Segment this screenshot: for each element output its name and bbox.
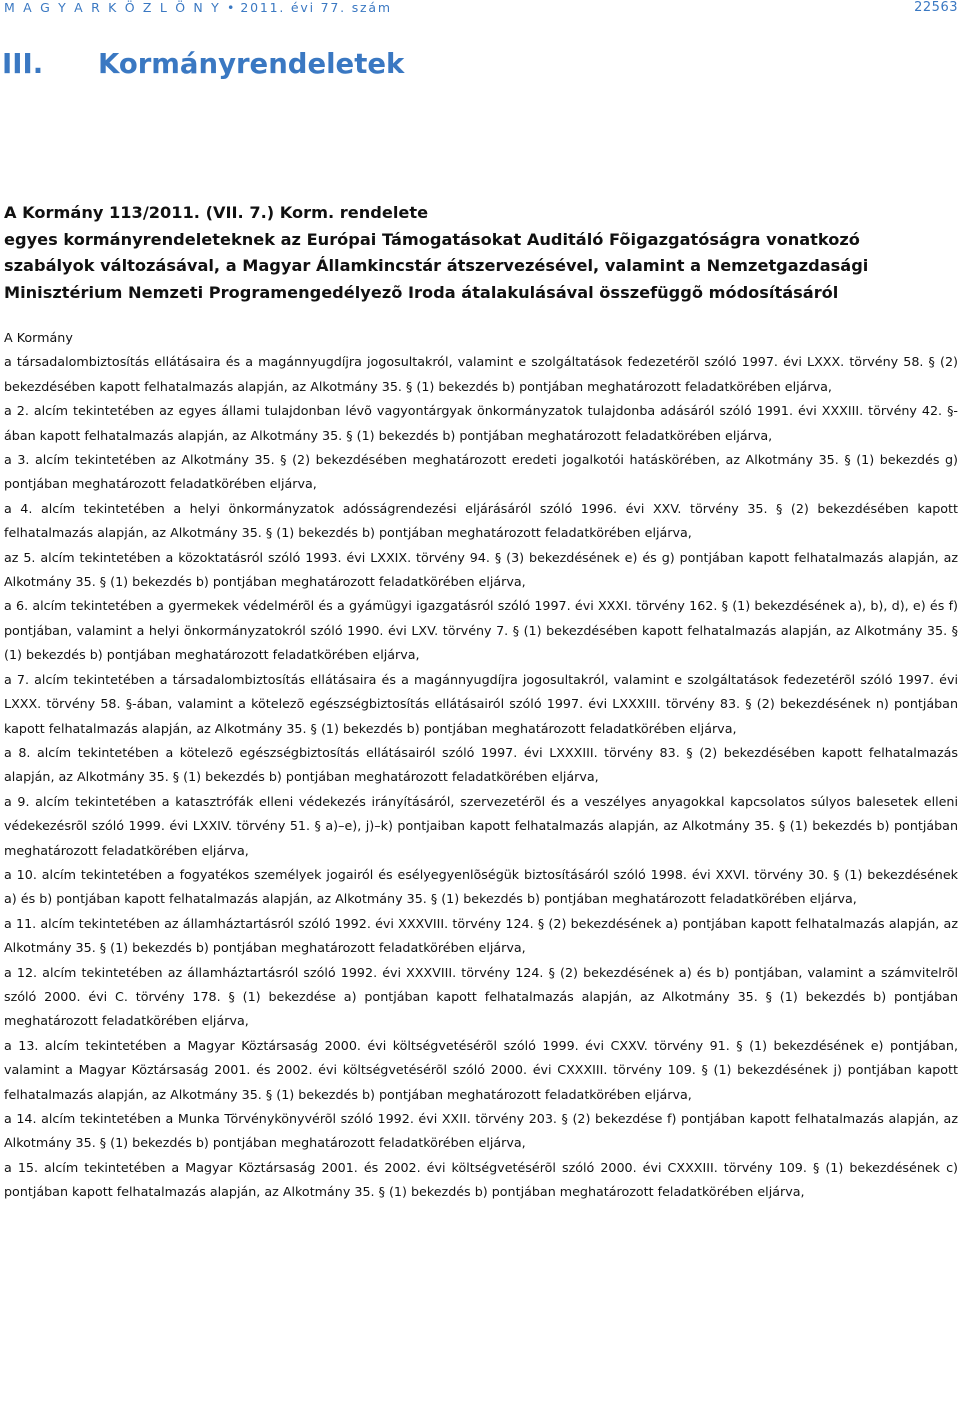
preamble-paragraph: a 12. alcím tekintetében az államháztartásról szóló 1992. évi XXXVIII. törvény 124. § (2) bekezdésének a) és b) pontjában, valamint a számvitelrõl szóló 2000. évi C. törvény 178. § (1) bekezdése a) pontjában kapott felhatalmazás alapján, az Alkotmány 35. § (1) bekezdés b) pontjában meghatározott feladatkörében eljárva, (4, 964, 958, 1029)
decree-title-line: A Kormány 113/2011. (VII. 7.) Korm. rendelete (4, 203, 429, 222)
section-number: III. (2, 48, 44, 80)
preamble-paragraph: a társadalombiztosítás ellátásaira és a magánnyugdíjra jogosultakról, valamint e szolgáltatások fedezetérõl szóló 1997. évi LXXX. törvény 58. § (2) bekezdésében kapott felhatalmazás alapján, az Alkotmány 35. § (1) bekezdés b) pontjában meghatározott feladatkörében eljárva, (4, 354, 958, 394)
header-bullet: • (226, 0, 235, 15)
preamble-paragraph: a 4. alcím tekintetében a helyi önkormányzatok adósságrendezési eljárásáról szóló 1996. évi XXV. törvény 35. § (2) bekezdésében kapott felhatalmazás alapján, az Alkotmány 35. § (1) bekezdés b) pontjában meghatározott feladatkörében eljárva, (4, 500, 958, 541)
preamble-paragraph: a 8. alcím tekintetében a kötelezõ egészségbiztosítás ellátásairól szóló 1997. évi LXXXIII. törvény 83. § (2) bekezdésében kapott felhatalmazás alapján, az Alkotmány 35. § (1) bekezdés b) pontjában meghatározott feladatkörében eljárva, (4, 744, 958, 785)
journal-issue-line (4, 0, 392, 16)
preamble-paragraph: a 10. alcím tekintetében a fogyatékos személyek jogairól és esélyegyenlõségük biztosításáról szóló 1998. évi XXVI. törvény 30. § (1) bekezdésének a) és b) pontjában kapott felhatalmazás alapján, az Alkotmány 35. § (1) bekezdés b) pontjában meghatározott feladatkörében eljárva, (4, 866, 958, 907)
preamble-paragraph: a 11. alcím tekintetében az államháztartásról szóló 1992. évi XXXVIII. törvény 124. § (2) bekezdésének a) pontjában kapott felhatalmazás alapján, az Alkotmány 35. § (1) bekezdés b) pontjában meghatározott feladatkörében eljárva, (4, 915, 958, 956)
page-number: 22563 (914, 0, 958, 15)
preamble-paragraph: a 13. alcím tekintetében a Magyar Köztársaság 2000. évi költségvetésérõl szóló 1999. évi CXXV. törvény 91. § (1) bekezdésének e) pontjában, valamint a Magyar Köztársaság 2001. és 2002. évi költségvetésérõl szóló 2000. évi CXXXIII. törvény 109. § (1) bekezdésének j) pontjában kapott felhatalmazás alapján, az Alkotmány 35. § (1) bekezdés b) pontjában meghatározott feladatkörében eljárva, (4, 1037, 958, 1102)
preamble-paragraph: a 2. alcím tekintetében az egyes állami tulajdonban lévõ vagyontárgyak önkormányzatok tulajdonba adásáról szóló 1991. évi XXXIII. törvény 42. §-ában kapott felhatalmazás alapján, az Alkotmány 35. § (1) bekezdés b) pontjában meghatározott feladatkörében eljárva, (4, 403, 958, 443)
preamble-paragraph: a 6. alcím tekintetében a gyermekek védelmérõl és a gyámügyi igazgatásról szóló 1997. évi XXXI. törvény 162. § (1) bekezdésének a), b), d), e) és f) pontjában, valamint a helyi önkormányzatokról szóló 1990. évi LXV. törvény 7. § (1) bekezdésében kapott felhatalmazás alapján, az Alkotmány 35. § (1) bekezdés b) pontjában meghatározott feladatkörében eljárva, (4, 598, 958, 663)
decree-preamble (4, 326, 958, 1205)
preamble-paragraph: a 14. alcím tekintetében a Munka Törvénykönyvérõl szóló 1992. évi XXII. törvény 203. § (2) bekezdése f) pontjában kapott felhatalmazás alapján, az Alkotmány 35. § (1) bekezdés b) pontjában meghatározott feladatkörében eljárva, (4, 1111, 958, 1151)
running-header (4, 0, 958, 22)
section-heading (2, 46, 404, 82)
journal-title: M A G Y A R K Ö Z L Ö N Y (4, 0, 221, 15)
decree-title (4, 200, 959, 306)
section-title: Kormányrendeletek (98, 48, 405, 80)
issue-label: 2011. évi 77. szám (240, 0, 392, 15)
decree-title-line: egyes kormányrendeleteknek az Európai Támogatásokat Auditáló Fõigazgatóságra vonatkozó (4, 229, 860, 249)
decree-title-line: szabályok változásával, a Magyar Államkincstár átszervezésével, valamint a Nemzetgazdasági (4, 256, 869, 275)
preamble-paragraph: a 9. alcím tekintetében a katasztrófák elleni védekezés irányításáról, szervezetérõl és a veszélyes anyagokkal kapcsolatos súlyos balesetek elleni védekezésrõl szóló 1999. évi LXXIV. törvény 51. § a)–e), j)–k) pontjaiban kapott felhatalmazás alapján, az Alkotmány 35. § (1) bekezdés b) pontjában meghatározott feladatkörében eljárva, (4, 793, 958, 858)
decree-title-line: Minisztérium Nemzeti Programengedélyezõ Iroda átalakulásával összefüggõ módosításáról (4, 282, 839, 302)
preamble-paragraph: a 3. alcím tekintetében az Alkotmány 35. § (2) bekezdésében meghatározott eredeti jogalkotói hatáskörében, az Alkotmány 35. § (1) bekezdés g) pontjában meghatározott feladatkörében eljárva, (4, 452, 958, 492)
preamble-intro: A Kormány (4, 330, 73, 345)
preamble-paragraph: az 5. alcím tekintetében a közoktatásról szóló 1993. évi LXXIX. törvény 94. § (3) bekezdésének e) és g) pontjában kapott felhatalmazás alapján, az Alkotmány 35. § (1) bekezdés b) pontjában meghatározott feladatkörében eljárva, (4, 549, 958, 590)
preamble-paragraph: a 15. alcím tekintetében a Magyar Köztársaság 2001. és 2002. évi költségvetésérõl szóló 2000. évi CXXXIII. törvény 109. § (1) bekezdésének c) pontjában kapott felhatalmazás alapján, az Alkotmány 35. § (1) bekezdés b) pontjában meghatározott feladatkörében eljárva, (4, 1159, 958, 1200)
preamble-paragraph: a 7. alcím tekintetében a társadalombiztosítás ellátásaira és a magánnyugdíjra jogosultakról, valamint e szolgáltatások fedezetérõl szóló 1997. évi LXXX. törvény 58. §-ában, valamint a kötelezõ egészségbiztosítás ellátásairól szóló 1997. évi LXXXIII. törvény 83. § (2) bekezdésének n) pontjában kapott felhatalmazás alapján, az Alkotmány 35. § (1) bekezdés b) pontjában meghatározott feladatkörében eljárva, (4, 671, 958, 736)
